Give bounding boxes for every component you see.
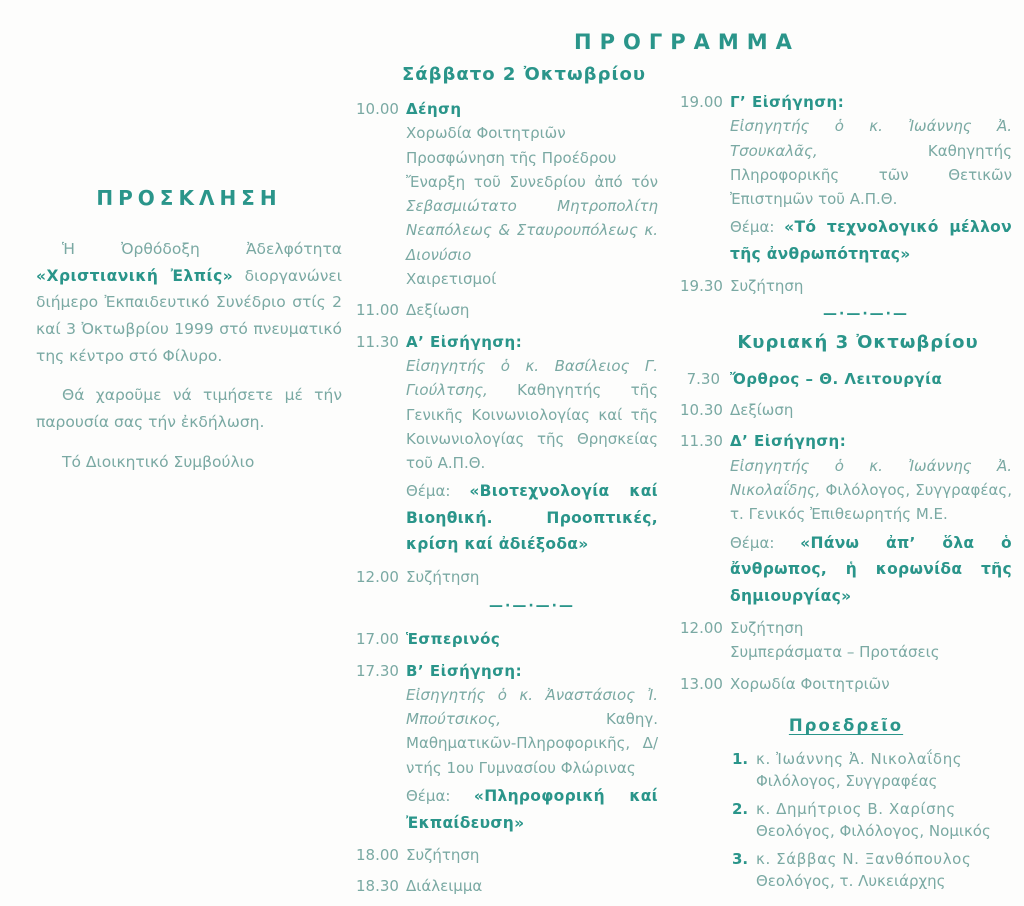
theme-line [730,530,1012,610]
theme-label: Θέμα: [730,218,785,237]
entry-line: Χορωδία Φοιτητριῶν [406,124,566,143]
entry-time: 11.30 [680,432,723,451]
entry-line [406,170,658,267]
member-name: κ. Σάββας Ν. Ξανθόπουλος [756,849,972,868]
member-role: Θεολόγος, τ. Λυκειάρχης [756,872,946,891]
theme-title: «Τό τεχνολογικό μέλλον τῆς ἀνθρωπότητας» [730,218,1012,263]
saturday-heading: Σάββατο 2 Ὀκτωβρίου [402,64,646,85]
entry-title: Γ’ Εἰσήγηση: [730,93,845,111]
presidium-member [732,798,1012,843]
entry-title: Α’ Εἰσήγηση: [406,332,523,351]
brotherhood-name: «Χριστιανική Ἐλπίς» [36,266,234,285]
entry-time: 17.00 [356,630,399,649]
entry-title: Ὄρθρος – Θ. Λειτουργία [730,369,943,388]
sunday-heading: Κυριακή 3 Ὀκτωβρίου [737,331,979,353]
entry-time: 19.30 [680,277,723,296]
program-entry-doxology [356,97,658,291]
theme-line [406,478,658,558]
theme-title: «Βιοτεχνολογία καί Βιοηθική. Προοπτικές, κρίση καί ἀδιέξοδα» [406,482,658,554]
speaker-credentials: Φιλόλογος, Συγγραφέας, τ. Γενικός Ἐπιθεωρητής Μ.Ε. [730,480,1012,524]
program-entry-discussion [356,565,658,589]
entry-title: Συζήτηση [730,619,804,638]
speaker-name: Εἰσηγητής ὁ κ. Βασίλειος Γ. Γιούλτσης, [406,356,658,400]
program-entry-matins [680,367,1012,391]
theme-line [730,214,1012,267]
program-entry-reception [680,398,1012,422]
invitation-text: διοργανώνει διήμερο Ἐκπαιδευτικό Συνέδριο στίς 2 καί 3 Ὀκτωβρίου 1999 στό πνευματικό της κέντρο στό Φίλυρο. [36,266,342,365]
program-entry-vespers [356,627,658,651]
member-role: Θεολόγος, Φιλόλογος, Νομικός [756,822,991,841]
invitation-paragraph-1 [36,236,342,369]
theme-label: Θέμα: [406,482,470,501]
speaker-line [406,354,658,475]
invitation-heading: ΠΡΟΣΚΛΗΣΗ [96,186,282,210]
program-entry-discussion [680,274,1012,298]
program-entry-reception [356,298,658,322]
program-entry-break [356,874,658,898]
section-separator: —·—·—·— [823,305,909,322]
entry-time: 10.30 [680,401,723,420]
invitation-text: Ἡ Ὀρθόδοξη Ἀδελφότητα [62,240,342,258]
entry-title: Δεξίωση [730,401,794,420]
speaker-credentials: Καθηγητής Πληροφορικῆς τῶν Θετικῶν Ἐπιστημῶν τοῦ Α.Π.Θ. [730,141,1012,209]
entry-time: 7.30 [686,369,720,388]
speaker-line [406,683,658,780]
entry-title: Συζήτηση [730,277,804,296]
presidium-heading: Προεδρεῖο [788,715,904,735]
theme-label: Θέμα: [406,787,474,806]
entry-title: Συζήτηση [406,846,480,865]
entry-title: Β’ Εἰσήγηση: [406,661,523,680]
speaker-name: Εἰσηγητής ὁ κ. Ἰωάννης Ἀ. Νικολαΐδης, [730,456,1012,499]
invitation-paragraph-2: Θά χαροῦμε νά τιμήσετε μέ τήν παρουσία σας τήν ἐκδήλωση. [36,386,342,431]
program-entry-discussion [680,616,1012,665]
presidium-member [732,848,1012,893]
member-number: 3. [732,849,749,868]
saturday-column [356,64,658,906]
presidium-section [680,716,1012,893]
program-entry-lecture-a [356,330,658,558]
entry-line: Χαιρετισμοί [406,270,497,289]
speaker-credentials: Καθηγ. Μαθηματικῶν-Πληροφορικῆς, Δ/ντής 1ου Γυμνασίου Φλώρινας [406,710,658,777]
sunday-column [680,90,1012,898]
speaker-name: Εἰσηγητής ὁ κ. Ἰωάννης Ἀ. Τσουκαλᾶς, [730,117,1012,160]
invitation-panel [36,186,342,475]
theme-label: Θέμα: [730,533,801,552]
entry-time: 13.00 [680,674,723,693]
speaker-credentials: Καθηγητής τῆς Γενικῆς Κοινωνιολογίας καί τῆς Κοινωνιολογίας τῆς Θρησκείας τοῦ Α.Π.Θ. [406,381,658,473]
entry-text: Ἔναρξη τοῦ Συνεδρίου ἀπό τόν [406,172,658,191]
entry-title: Ἑσπερινός [406,630,501,649]
entry-line: Συμπεράσματα – Προτάσεις [730,643,940,662]
section-separator: —·—·—·— [489,598,575,615]
theme-title: «Πάνω ἀπ’ ὅλα ὁ ἄνθρωπος, ἡ κορωνίδα τῆς δημιουργίας» [730,533,1013,605]
entry-time: 18.30 [356,877,399,896]
presidium-member [732,748,1012,793]
entry-title: Χορωδία Φοιτητριῶν [730,674,890,693]
theme-title: «Πληροφορική καί Ἐκπαίδευση» [406,787,658,832]
entry-time: 11.30 [356,332,399,351]
entry-line: Προσφώνηση τῆς Προέδρου [406,148,617,167]
program-entry-lecture-d [680,429,1012,609]
program-entry-discussion [356,843,658,867]
entry-title: Συζήτηση [406,567,480,586]
member-number: 1. [732,749,749,768]
entry-time: 19.00 [680,93,723,111]
theme-line [406,783,658,836]
entry-time: 10.00 [356,100,399,118]
page-title: ΠΡΟΓΡΑΜΜΑ [574,30,800,54]
invitation-signature: Τό Διοικητικό Συμβούλιο [62,452,255,471]
member-name: κ. Δημήτριος Β. Χαρίσης [756,799,956,818]
member-role: Φιλόλογος, Συγγραφέας [756,772,938,791]
entry-title: Δ’ Εἰσήγηση: [730,432,847,451]
entry-time: 17.30 [356,661,399,680]
member-number: 2. [732,799,749,818]
member-name: κ. Ἰωάννης Ἀ. Νικολαΐδης [756,749,963,768]
metropolitan-name: Σεβασμιώτατο Μητροπολίτη Νεαπόλεως & Σταυρουπόλεως κ. Διονύσιο [406,197,658,264]
speaker-name: Εἰσηγητής ὁ κ. Ἀναστάσιος Ἰ. Μπούτσικος, [406,685,658,729]
entry-title: Διάλειμμα [406,877,483,896]
program-entry-lecture-c [680,90,1012,267]
entry-time: 18.00 [356,846,399,865]
entry-time: 11.00 [356,301,399,320]
program-entry-lecture-b [356,659,658,836]
entry-time: 12.00 [680,619,723,638]
entry-title: Δέηση [406,100,462,118]
entry-time: 12.00 [356,567,399,586]
speaker-line [730,114,1012,211]
speaker-line [730,454,1012,527]
entry-title: Δεξίωση [406,301,470,320]
program-entry-choir [680,672,1012,696]
